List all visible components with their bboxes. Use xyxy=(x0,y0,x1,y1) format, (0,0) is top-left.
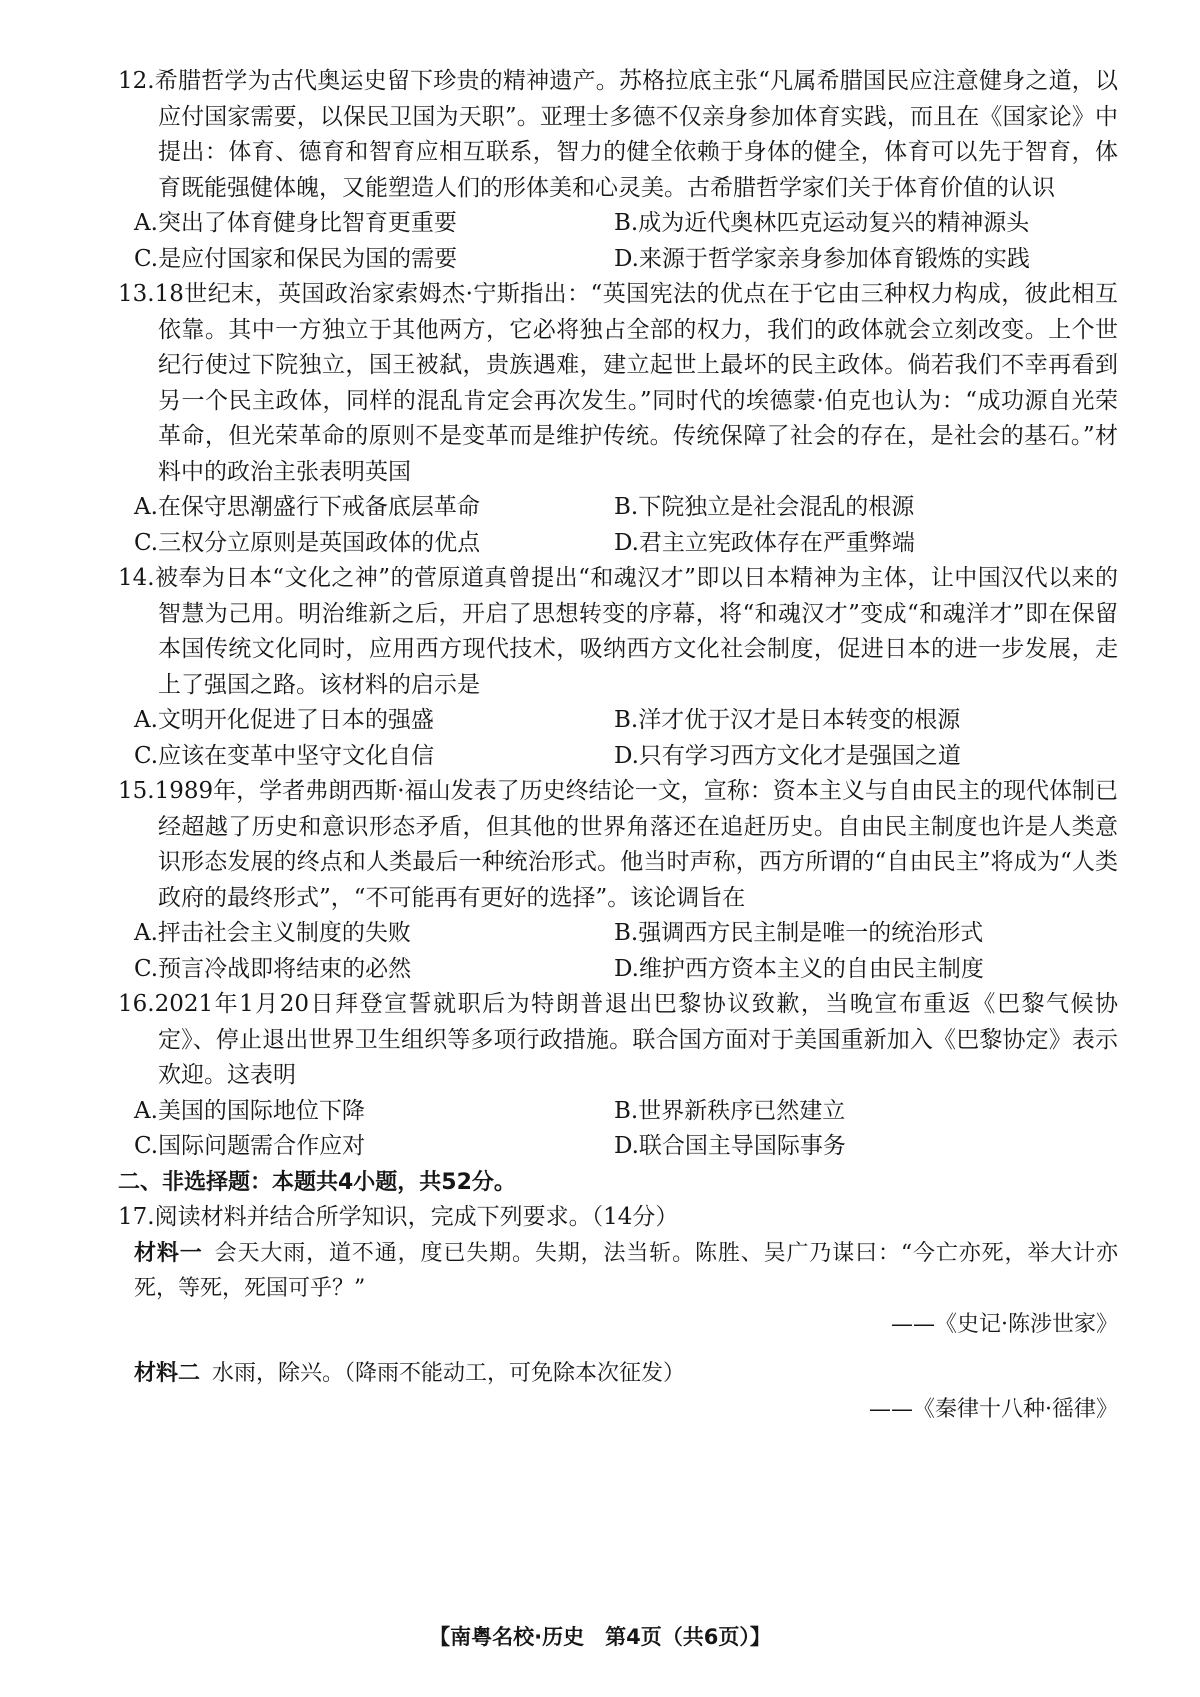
option-a: A.在保守思潮盛行下戒备底层革命 xyxy=(134,494,480,520)
question-17-stem: 17.阅读材料并结合所学知识，完成下列要求。（14分） xyxy=(118,1204,679,1230)
option-d: D.维护西方资本主义的自由民主制度 xyxy=(614,955,984,982)
question-12 xyxy=(118,64,1118,277)
question-stem: 14.被奉为日本“文化之神”的菅原道真曾提出“和魂汉才”即以日本精神为主体，让中国汉代以来的智慧为己用。明治维新之后，开启了思想转变的序幕，将“和魂汉才”变成“和魂洋才”即在保留本国传统文化同时，应用西方现代技术，吸纳西方文化社会制度，促进日本的进一步发展，走上了强国之路。该材料的启示是 xyxy=(118,565,1118,698)
question-stem: 16.2021年1月20日拜登宣誓就职后为特朗普退出巴黎协议致歉，当晚宣布重返《巴黎气候协定》、停止退出世界卫生组织等多项行政措施。联合国方面对于美国重新加入《巴黎协定》表示欢迎。这表明 xyxy=(118,991,1118,1088)
options xyxy=(118,490,1118,561)
option-b: B.洋才优于汉才是日本转变的根源 xyxy=(614,707,961,733)
option-row xyxy=(134,703,1118,739)
material-1-text: 会天大雨，道不通，度已失期。失期，法当斩。陈胜、吴广乃谋曰：“今亡亦死，举大计亦死，等死，死国可乎？” xyxy=(134,1240,1118,1301)
question-13 xyxy=(118,277,1118,561)
option-b: B.下院独立是社会混乱的根源 xyxy=(614,494,915,520)
option-row xyxy=(134,916,1118,952)
question-stem: 15.1989年，学者弗朗西斯·福山发表了历史终结论一文，宣称：资本主义与自由民主的现代体制已经超越了历史和意识形态矛盾，但其他的世界角落还在追赶历史。自由民主制度也许是人类意识形态发展的终点和人类最后一种统治形式。他当时声称，西方所谓的“自由民主”将成为“人类政府的最终形式”，“不可能再有更好的选择”。该论调旨在 xyxy=(118,778,1118,911)
option-row xyxy=(134,1094,1118,1130)
options xyxy=(118,1094,1118,1165)
option-row xyxy=(134,739,1118,775)
material-1-source: ——《史记·陈涉世家》 xyxy=(891,1311,1118,1337)
option-c: C.预言冷战即将结束的必然 xyxy=(134,955,412,982)
material-1 xyxy=(118,1236,1118,1307)
material-1-label: 材料一 xyxy=(134,1240,203,1266)
page-content xyxy=(118,64,1118,1427)
option-c: C.是应付国家和保民为国的需要 xyxy=(134,245,458,272)
option-row xyxy=(134,242,1118,278)
option-row xyxy=(134,526,1118,562)
option-c: C.国际问题需合作应对 xyxy=(134,1133,366,1159)
option-a: A.文明开化促进了日本的强盛 xyxy=(134,707,434,733)
section-title: 二、非选择题：本题共4小题，共52分。 xyxy=(118,1169,516,1195)
option-b: B.强调西方民主制是唯一的统治形式 xyxy=(614,920,984,946)
material-2-source: ——《秦律十八种·徭律》 xyxy=(869,1396,1118,1422)
material-2 xyxy=(118,1356,1118,1392)
option-a: A.突出了体育健身比智育更重要 xyxy=(134,210,457,236)
question-16 xyxy=(118,987,1118,1165)
option-b: B.世界新秩序已然建立 xyxy=(614,1097,846,1124)
option-row xyxy=(134,952,1118,988)
option-d: D.联合国主导国际事务 xyxy=(614,1133,846,1159)
question-stem: 13.18世纪末，英国政治家索姆杰·宁斯指出：“英国宪法的优点在于它由三种权力构成，彼此相互依靠。其中一方独立于其他两方，它必将独占全部的权力，我们的政体就会立刻改变。上个世纪行使过下院独立，国王被弑，贵族遇难，建立起世上最坏的民主政体。倘若我们不幸再看到另一个民主政体，同样的混乱肯定会再次发生。”同时代的埃德蒙·伯克也认为：“成功源自光荣革命，但光荣革命的原则不是变革而是维护传统。传统保障了社会的存在，是社会的基石。”材料中的政治主张表明英国 xyxy=(118,281,1118,485)
option-b: B.成为近代奥林匹克运动复兴的精神源头 xyxy=(614,210,1030,236)
options xyxy=(118,916,1118,987)
option-a: A.抨击社会主义制度的失败 xyxy=(134,920,411,946)
option-d: D.来源于哲学家亲身参加体育锻炼的实践 xyxy=(614,245,1030,272)
options xyxy=(118,206,1118,277)
material-2-label: 材料二 xyxy=(134,1361,201,1386)
material-2-text: 水雨，除兴。（降雨不能动工，可免除本次征发） xyxy=(212,1361,686,1386)
option-c: C.三权分立原则是英国政体的优点 xyxy=(134,529,481,556)
option-a: A.美国的国际地位下降 xyxy=(134,1097,365,1124)
page-footer: 【南粤名校·历史 第4页（共6页）】 xyxy=(429,1625,771,1649)
question-15 xyxy=(118,774,1118,987)
option-c: C.应该在变革中坚守文化自信 xyxy=(134,742,435,769)
option-row xyxy=(134,490,1118,526)
question-stem: 12.希腊哲学为古代奥运史留下珍贵的精神遗产。苏格拉底主张“凡属希腊国民应注意健身之道，以应付国家需要，以保民卫国为天职”。亚理士多德不仅亲身参加体育实践，而且在《国家论》中提出：体育、德育和智育应相互联系，智力的健全依赖于身体的健全，体育可以先于智育，体育既能强健体魄，又能塑造人们的形体美和心灵美。古希腊哲学家们关于体育价值的认识 xyxy=(118,68,1118,201)
option-d: D.君主立宪政体存在严重弊端 xyxy=(614,529,915,556)
question-14 xyxy=(118,561,1118,774)
options xyxy=(118,703,1118,774)
spacer xyxy=(118,1342,1118,1356)
option-row xyxy=(134,206,1118,242)
option-d: D.只有学习西方文化才是强国之道 xyxy=(614,742,961,769)
option-row xyxy=(134,1129,1118,1165)
